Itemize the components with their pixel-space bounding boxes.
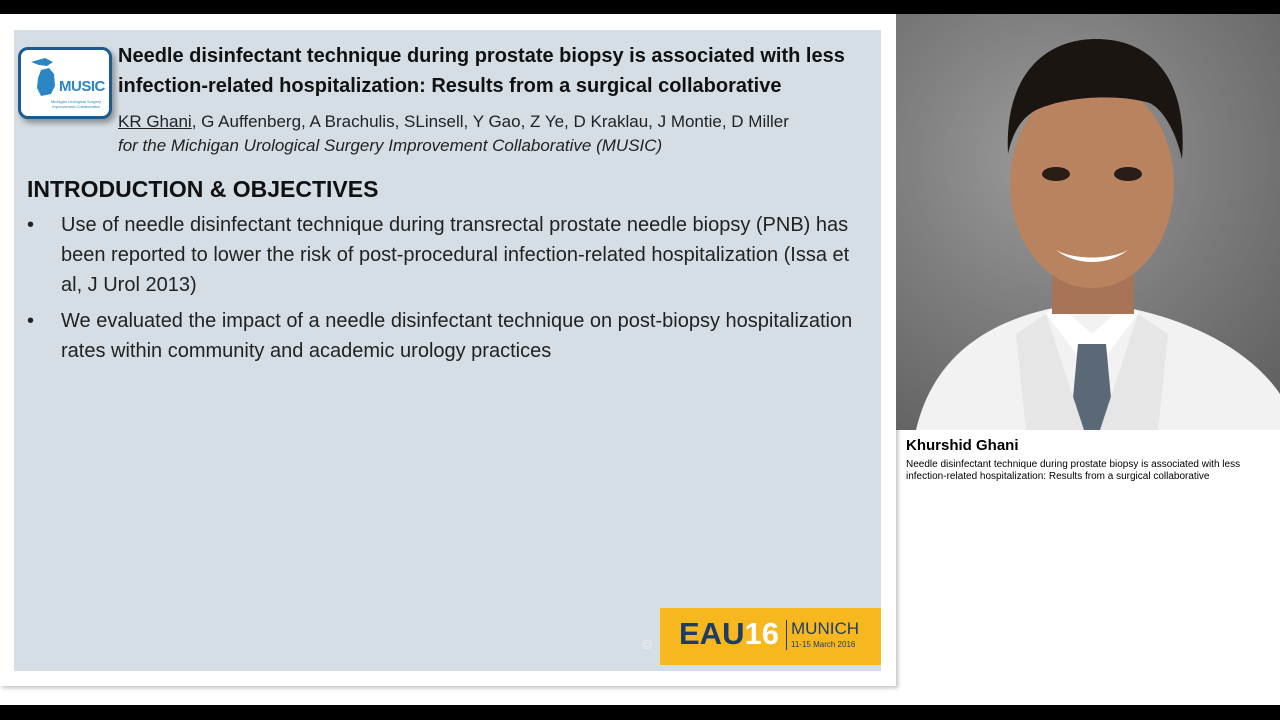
slide-title: Needle disinfectant technique during prostate biopsy is associated with less infection-related hospitalization: Results from a surgical collaborative xyxy=(118,45,845,97)
badge-city: MUNICH xyxy=(791,619,859,638)
logo-text: MUSIC xyxy=(59,78,105,95)
eau-logo-text xyxy=(679,616,779,652)
michigan-map-icon xyxy=(27,56,61,100)
bullet-marker: • xyxy=(27,310,35,332)
presenting-author: KR Ghani xyxy=(118,112,192,131)
affiliation: for the Michigan Urological Surgery Improvement Collaborative (MUSIC) xyxy=(118,136,663,155)
eau-number: 16 xyxy=(744,616,779,651)
badge-dates: 11-15 March 2016 xyxy=(791,640,856,649)
logo-subtext: Michigan Urological Surgery Improvement Collaborative xyxy=(50,99,102,109)
top-letterbox xyxy=(0,0,1280,14)
section-heading: INTRODUCTION & OBJECTIVES xyxy=(27,176,379,202)
slide-frame xyxy=(0,14,896,686)
co-authors: , G Auffenberg, A Brachulis, SLinsell, Y Gao, Z Ye, D Kraklau, J Montie, D Miller xyxy=(191,112,789,131)
bullet-item xyxy=(27,210,857,300)
speaker-name: Khurshid Ghani xyxy=(906,437,1019,454)
bottom-letterbox xyxy=(0,705,1280,720)
eau-prefix: EAU xyxy=(679,616,745,651)
author-list xyxy=(118,112,881,132)
bullet-list xyxy=(27,210,857,372)
badge-divider xyxy=(786,620,787,650)
bullet-text: We evaluated the impact of a needle disinfectant technique on post-biopsy hospitalization rates within community and academic urology practices xyxy=(61,310,853,362)
bullet-marker: • xyxy=(27,214,35,236)
presentation-slide xyxy=(14,30,881,671)
music-logo xyxy=(18,47,112,119)
speaker-photo xyxy=(896,14,1280,430)
eau16-badge xyxy=(660,608,881,665)
speaker-talk-title: Needle disinfectant technique during prostate biopsy is associated with less infection-related hospitalization: Results from a surgical collaborative xyxy=(906,459,1241,482)
bullet-text: Use of needle disinfectant technique during transrectal prostate needle biopsy (PNB) has been reported to lower the risk of post-procedural infection-related hospitalization (Issa et al, J Urol 2013) xyxy=(61,214,850,296)
speaker-portrait-image xyxy=(896,14,1280,430)
bullet-item xyxy=(27,306,857,366)
copyright-symbol: © xyxy=(642,637,652,652)
